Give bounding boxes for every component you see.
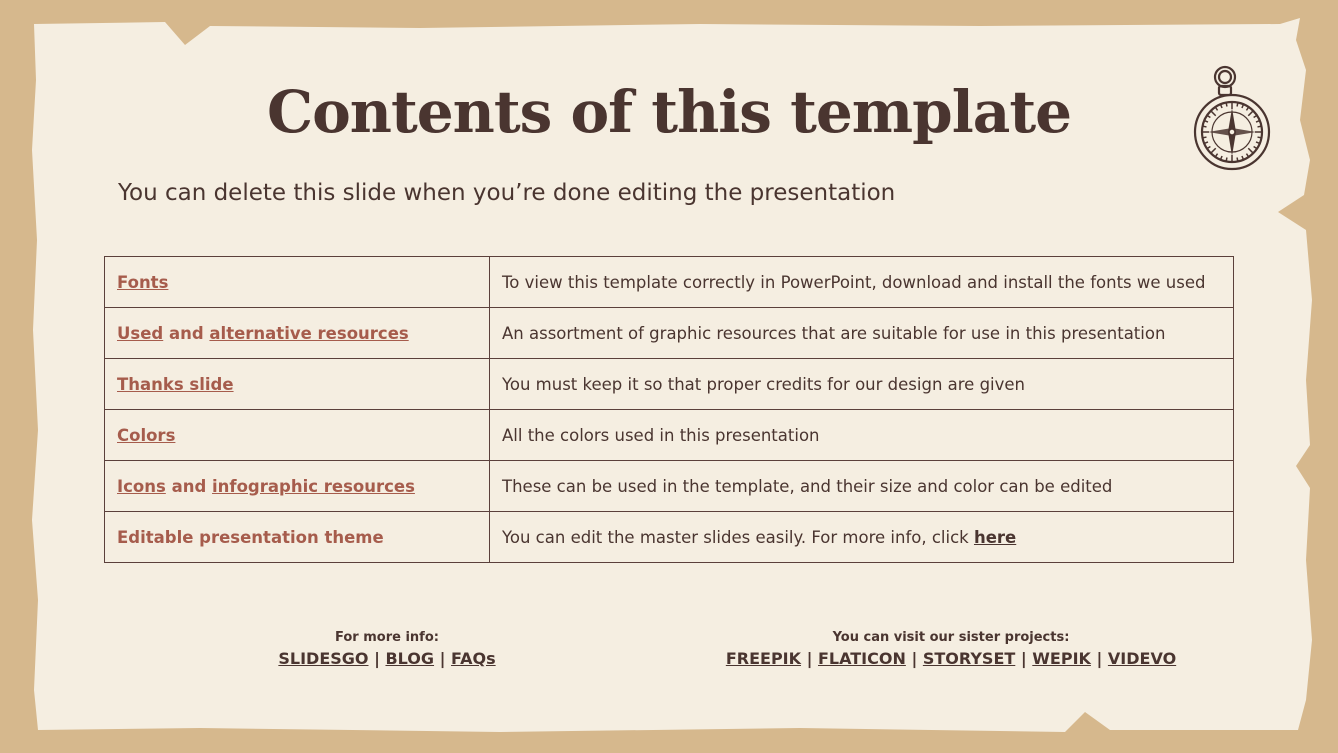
- table-row: [105, 410, 1234, 461]
- resource-description: You must keep it so that proper credits for our design are given: [502, 374, 1026, 394]
- resource-description: An assortment of graphic resources that are suitable for use in this presentation: [502, 323, 1166, 343]
- link-separator: |: [1015, 649, 1033, 668]
- footer-link-storyset[interactable]: STORYSET: [922, 649, 1016, 668]
- link-separator: |: [1090, 649, 1108, 668]
- resource-description-cell: [490, 308, 1234, 359]
- footer-more-info-label: For more info:: [335, 630, 439, 645]
- resource-link[interactable]: infographic resources: [212, 476, 415, 496]
- resource-text: and: [165, 476, 213, 496]
- resource-link[interactable]: Fonts: [117, 272, 169, 292]
- link-separator: |: [434, 649, 452, 668]
- page-subtitle: You can delete this slide when you’re done editing the presentation: [118, 180, 896, 206]
- resource-name-cell: [105, 512, 490, 563]
- resource-description: These can be used in the template, and their size and color can be edited: [502, 476, 1113, 496]
- resource-description: To view this template correctly in PowerPoint, download and install the fonts we used: [502, 272, 1206, 292]
- table-row: [105, 359, 1234, 410]
- footer-more-info-links: [237, 649, 537, 669]
- resource-description-cell: [490, 461, 1234, 512]
- footer-link-freepik[interactable]: FREEPIK: [725, 649, 802, 668]
- footer-sister-projects-label: You can visit our sister projects:: [832, 630, 1070, 645]
- resource-description-cell: [490, 359, 1234, 410]
- footer-link-blog[interactable]: BLOG: [385, 649, 435, 668]
- resource-description-cell: [490, 512, 1234, 563]
- table-row: [105, 512, 1234, 563]
- footer-link-flaticon[interactable]: FLATICON: [818, 649, 906, 668]
- link-separator: |: [801, 649, 818, 668]
- footer-more-info: [237, 630, 537, 669]
- footer-sister-projects: [701, 630, 1201, 669]
- resource-link[interactable]: Used: [117, 323, 164, 343]
- contents-table: [104, 256, 1234, 563]
- resource-link[interactable]: alternative resources: [209, 323, 409, 343]
- link-separator: |: [905, 649, 923, 668]
- footer-sister-projects-links: [701, 649, 1201, 669]
- compass-icon: [1190, 64, 1276, 174]
- table-row: [105, 308, 1234, 359]
- resource-text: Editable presentation theme: [117, 527, 384, 547]
- footer-link-faqs[interactable]: FAQs: [451, 649, 496, 668]
- resource-name-cell: [105, 257, 490, 308]
- resource-name-cell: [105, 308, 490, 359]
- table-row: [105, 257, 1234, 308]
- resource-link[interactable]: Icons: [117, 476, 166, 496]
- resource-name-cell: [105, 461, 490, 512]
- resource-name-cell: [105, 359, 490, 410]
- link-separator: |: [368, 649, 386, 668]
- here-link[interactable]: here: [973, 527, 1017, 547]
- footer-link-wepik[interactable]: WEPIK: [1032, 649, 1091, 668]
- page-title: Contents of this template: [266, 78, 1072, 146]
- table-row: [105, 461, 1234, 512]
- resource-link[interactable]: Colors: [117, 425, 176, 445]
- resource-text: and: [163, 323, 210, 343]
- resource-description-cell: [490, 257, 1234, 308]
- resource-name-cell: [105, 410, 490, 461]
- resource-description: All the colors used in this presentation: [502, 425, 820, 445]
- footer-link-videvo[interactable]: VIDEVO: [1107, 649, 1177, 668]
- footer-link-slidesgo[interactable]: SLIDESGO: [278, 649, 369, 668]
- resource-link[interactable]: Thanks slide: [117, 374, 234, 394]
- resource-description-cell: [490, 410, 1234, 461]
- resource-description: You can edit the master slides easily. For more info, click: [502, 527, 974, 547]
